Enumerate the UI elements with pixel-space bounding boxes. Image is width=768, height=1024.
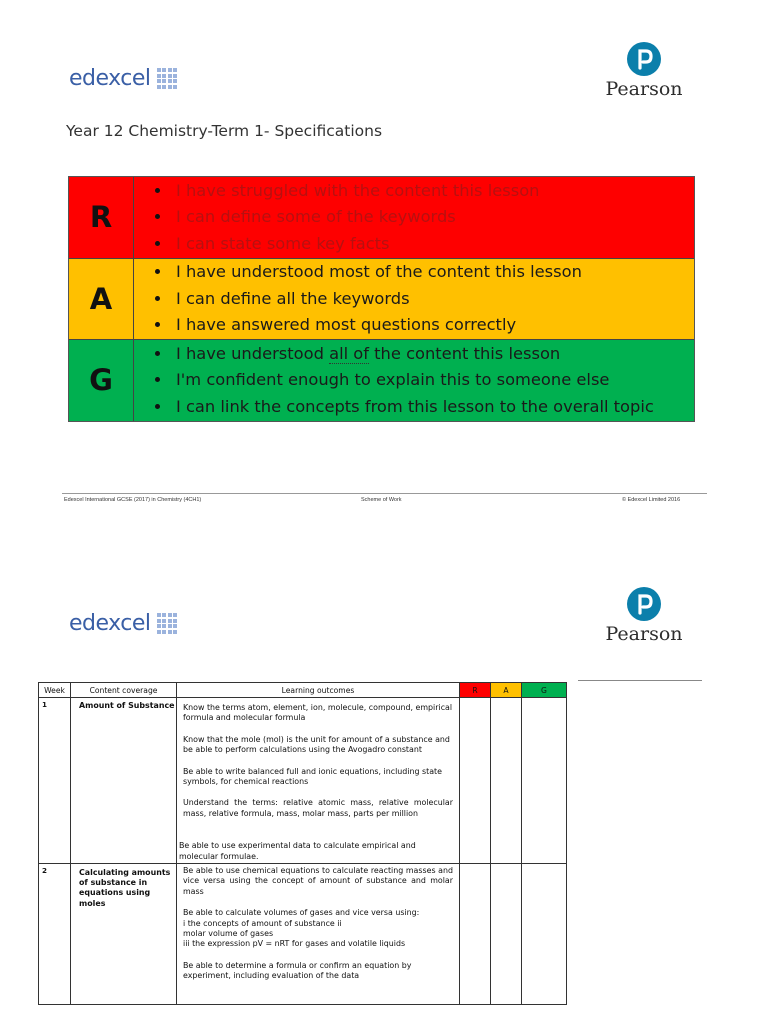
column-header-red: R xyxy=(460,683,491,698)
rag-checkbox-cell-red[interactable] xyxy=(460,698,491,864)
rag-checkbox-cell-amber[interactable] xyxy=(491,698,522,864)
edexcel-logo xyxy=(69,611,177,636)
outcome-item: Be able to use experimental data to calculate empirical and molecular formulae. xyxy=(179,841,416,861)
rag-item xyxy=(172,341,694,368)
rag-item-text: I have understood xyxy=(176,343,330,363)
outcome-item: Know the terms atom, element, ion, molecule, compound, empirical formula and molecular formula xyxy=(183,703,453,723)
pearson-p-icon xyxy=(627,42,661,76)
column-header: Week xyxy=(39,683,71,698)
footer-right: © Edexcel Limited 2016 xyxy=(622,497,681,503)
outcome-item: Be able to calculate volumes of gases and vice versa using: xyxy=(183,908,420,918)
pearson-p-icon xyxy=(627,587,661,621)
rag-key-table xyxy=(68,176,695,422)
rag-row-green xyxy=(69,340,694,421)
rag-item: • I can link the concepts from this lesson to the overall topic xyxy=(172,394,694,421)
rag-checkbox-cell-green[interactable] xyxy=(522,698,567,864)
outcome-item: Know that the mole (mol) is the unit for amount of a substance and be able to perform calculations using the Avogadro constant xyxy=(183,734,450,755)
rag-list xyxy=(134,259,694,340)
rag-row-red xyxy=(69,177,694,259)
content-cell: Calculating amounts of substance in equations using moles xyxy=(71,864,177,1005)
outcomes-cell xyxy=(177,698,460,864)
outcome-item: iii the expression pV = nRT for gases and volatile liquids xyxy=(183,939,406,949)
column-header-green: G xyxy=(522,683,567,698)
pearson-logo-text: Pearson xyxy=(605,623,683,645)
week-cell: 1 xyxy=(39,698,71,864)
rag-item: • I have struggled with the content this lesson xyxy=(172,178,694,205)
footer-center: Scheme of Work xyxy=(361,497,402,503)
edexcel-logo-text: edexcel xyxy=(69,611,151,636)
column-header-amber: A xyxy=(491,683,522,698)
rag-item: • I can define all the keywords xyxy=(172,286,694,313)
outcome-item: Understand the terms: relative atomic mass, relative molecular mass, relative formula, mass, molar mass, parts per million xyxy=(183,798,453,818)
outcome-item: molar volume of gases xyxy=(183,929,274,939)
outcomes-cell xyxy=(177,864,460,1005)
rag-item: • I can state some key facts xyxy=(172,231,694,258)
table-row xyxy=(39,698,567,864)
rag-item-emphasis: all of xyxy=(329,343,369,363)
table-row xyxy=(39,864,567,1005)
pearson-logo xyxy=(604,587,684,645)
outcome-item: Be able to write balanced full and ionic equations, including state symbols, for chemical reactions xyxy=(183,766,442,787)
rag-letter: R xyxy=(69,177,134,258)
rag-checkbox-cell-green[interactable] xyxy=(522,864,567,1005)
footer-left: Edexcel International GCSE (2017) in Chemistry (4CH1) xyxy=(64,497,202,503)
rag-item: • I'm confident enough to explain this to someone else xyxy=(172,367,694,394)
outcome-item: i the concepts of amount of substance ii xyxy=(183,918,342,928)
rag-list xyxy=(134,340,694,421)
rag-list xyxy=(134,177,694,258)
rag-row-amber xyxy=(69,259,694,341)
outcome-item: Be able to use chemical equations to calculate reacting masses and vice versa using the concept of amount of substance and molar mass xyxy=(183,866,453,896)
rag-item: • I can define some of the keywords xyxy=(172,204,694,231)
content-cell: Amount of Substance xyxy=(71,698,177,864)
rag-checkbox-cell-amber[interactable] xyxy=(491,864,522,1005)
rag-item: • I have understood most of the content this lesson xyxy=(172,259,694,286)
rag-letter: A xyxy=(69,259,134,340)
rag-letter: G xyxy=(69,340,134,421)
edexcel-logo-text: edexcel xyxy=(69,66,151,91)
rag-item: • I have answered most questions correctly xyxy=(172,312,694,339)
page-title: Year 12 Chemistry-Term 1- Specifications xyxy=(66,122,383,140)
scheme-of-work-table xyxy=(38,682,567,1005)
rag-checkbox-cell-red[interactable] xyxy=(460,864,491,1005)
header-rule xyxy=(578,680,702,681)
rag-item-text: the content this lesson xyxy=(369,343,561,363)
edexcel-dots-icon xyxy=(157,68,178,89)
week-cell: 2 xyxy=(39,864,71,1005)
edexcel-dots-icon xyxy=(157,613,178,634)
edexcel-logo xyxy=(69,66,177,91)
pearson-logo xyxy=(604,42,684,100)
footer-divider xyxy=(62,493,707,494)
outcome-item: Be able to determine a formula or confirm an equation by experiment, including evaluation of the data xyxy=(183,960,412,981)
table-header-row xyxy=(39,683,567,698)
pearson-logo-text: Pearson xyxy=(605,78,683,100)
column-header: Content coverage xyxy=(71,683,177,698)
column-header: Learning outcomes xyxy=(177,683,460,698)
